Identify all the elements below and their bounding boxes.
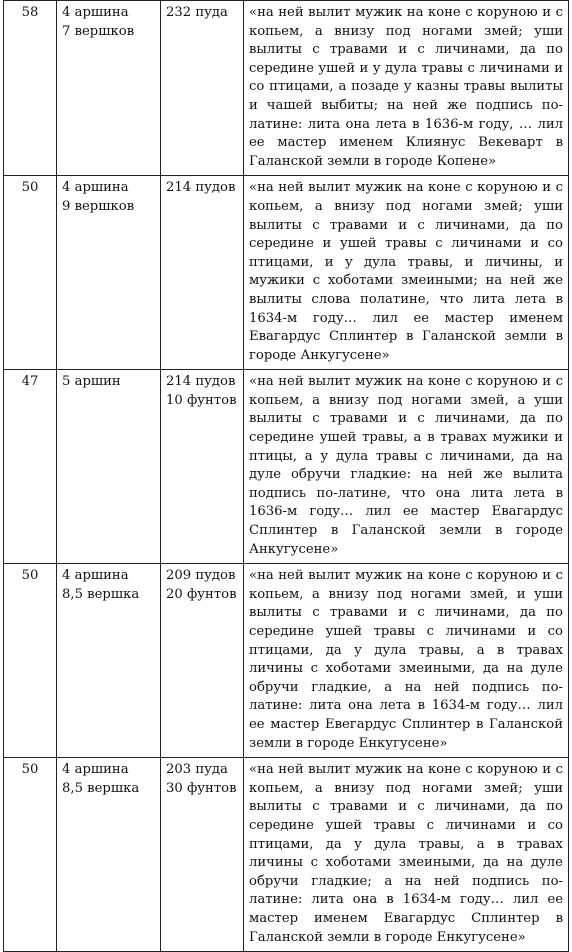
cell-weight <box>161 176 244 370</box>
weight-line: 203 пуда <box>166 762 228 778</box>
cell-length <box>57 176 161 370</box>
cell-number: 47 <box>4 370 57 564</box>
cell-weight <box>161 1 244 176</box>
cell-number: 58 <box>4 1 57 176</box>
cell-number: 50 <box>4 176 57 370</box>
description-text: «на ней вылит мужик на коне с коруною и с копьем, а внизу под ногами змей; уши вылиты с травами и с личинами, да по середине и ушей травы с личинами и со птицами, и у дула травы, и личины, и мужики с хоботами змеиными; на ней же вылиты слова полатине, что лита лета в 1634-м году… лил ее мастер именем Евагардус Сплинтер в Галанской земли в городе Анкугусене» <box>249 180 563 363</box>
length-line: 4 аршина <box>62 762 129 778</box>
description-text: «на ней вылит мужик на коне с коруною и с копьем, а внизу под ногами змей, и уши вылиты с травами и с личинами, да по середине ушей травы с личинами и со птицами, да у дула травы, а в травах личины с хоботами змеиными, да на дуле обручи гладкие, а на ней подпись по-латине: лита она лета в 1634-м году… лил ее мастер Евегардус Сплинтер в Галанской земли в городе Енкугусене» <box>249 568 563 751</box>
cell-length <box>57 564 161 758</box>
table-body <box>4 1 569 952</box>
cell-description <box>244 1 569 176</box>
cell-length <box>57 370 161 564</box>
cell-length <box>57 758 161 952</box>
weight-line: 214 пудов <box>166 180 236 196</box>
table-row <box>4 370 569 564</box>
cell-description <box>244 370 569 564</box>
length-line: 4 аршина <box>62 180 129 196</box>
length-line: 8,5 вершка <box>62 780 140 796</box>
cell-number: 50 <box>4 564 57 758</box>
weight-line: 20 фунтов <box>166 586 237 602</box>
cell-description <box>244 758 569 952</box>
weight-line: 30 фунтов <box>166 780 237 796</box>
cell-weight <box>161 370 244 564</box>
weight-line: 209 пудов <box>166 568 236 584</box>
cell-length <box>57 1 161 176</box>
length-line: 7 вершков <box>62 23 135 39</box>
weight-line: 10 фунтов <box>166 392 237 408</box>
length-line: 8,5 вершка <box>62 586 140 602</box>
length-line: 5 аршин <box>62 374 121 390</box>
cell-weight <box>161 564 244 758</box>
description-text: «на ней вылит мужик на коне с коруною и с копьем, а внизу под ногами змей, а уши вылиты с травами и с личинами, да по середине ушей травы, а в травах мужики и птицы, а у дула травы с личинами, да на дуле обручи гладкие: на ней же вылита подпись по-латине, что она лита лета в 1636-м году… лил ее мастер Евагардус Сплинтер в Галанской земли в городе Анкугусене» <box>249 374 563 557</box>
cell-weight <box>161 758 244 952</box>
cell-number: 50 <box>4 758 57 952</box>
table-row <box>4 758 569 952</box>
description-text: «на ней вылит мужик на коне с коруною и с копьем, а внизу под ногами змей; уши вылиты с травами и с личинами, да по середине ушей и у дула травы с личинами и со птицами, а позаде у казны травы вылиты и чашей выбиты; на ней же подпись по-латине: лита она лета в 1636-м году, … лил ее мастер именем Клиянус Векеварт в Галанской земли в городе Копене» <box>249 5 563 169</box>
table-row <box>4 1 569 176</box>
weight-line: 214 пудов <box>166 374 236 390</box>
cell-description <box>244 176 569 370</box>
length-line: 4 аршина <box>62 568 129 584</box>
cell-description <box>244 564 569 758</box>
length-line: 4 аршина <box>62 5 129 20</box>
length-line: 9 вершков <box>62 198 135 214</box>
description-text: «на ней вылит мужик на коне с коруною и с копьем, а внизу под ногами змей; уши вылиты с травами и с личинами, да по середине ушей травы с личинами и со птицами, да у дула травы, а в травах личины с хоботами змеиными, да на дуле обручи гладкие; а на ней подпись по-латине: лита она в 1634-м году… лил ее мастер именем Евагардус Сплинтер в Галанской земли в городе Енкугусене» <box>249 762 563 945</box>
table-row <box>4 564 569 758</box>
weight-line: 232 пуда <box>166 5 228 20</box>
cannon-inventory-table <box>3 0 569 952</box>
table-row <box>4 176 569 370</box>
